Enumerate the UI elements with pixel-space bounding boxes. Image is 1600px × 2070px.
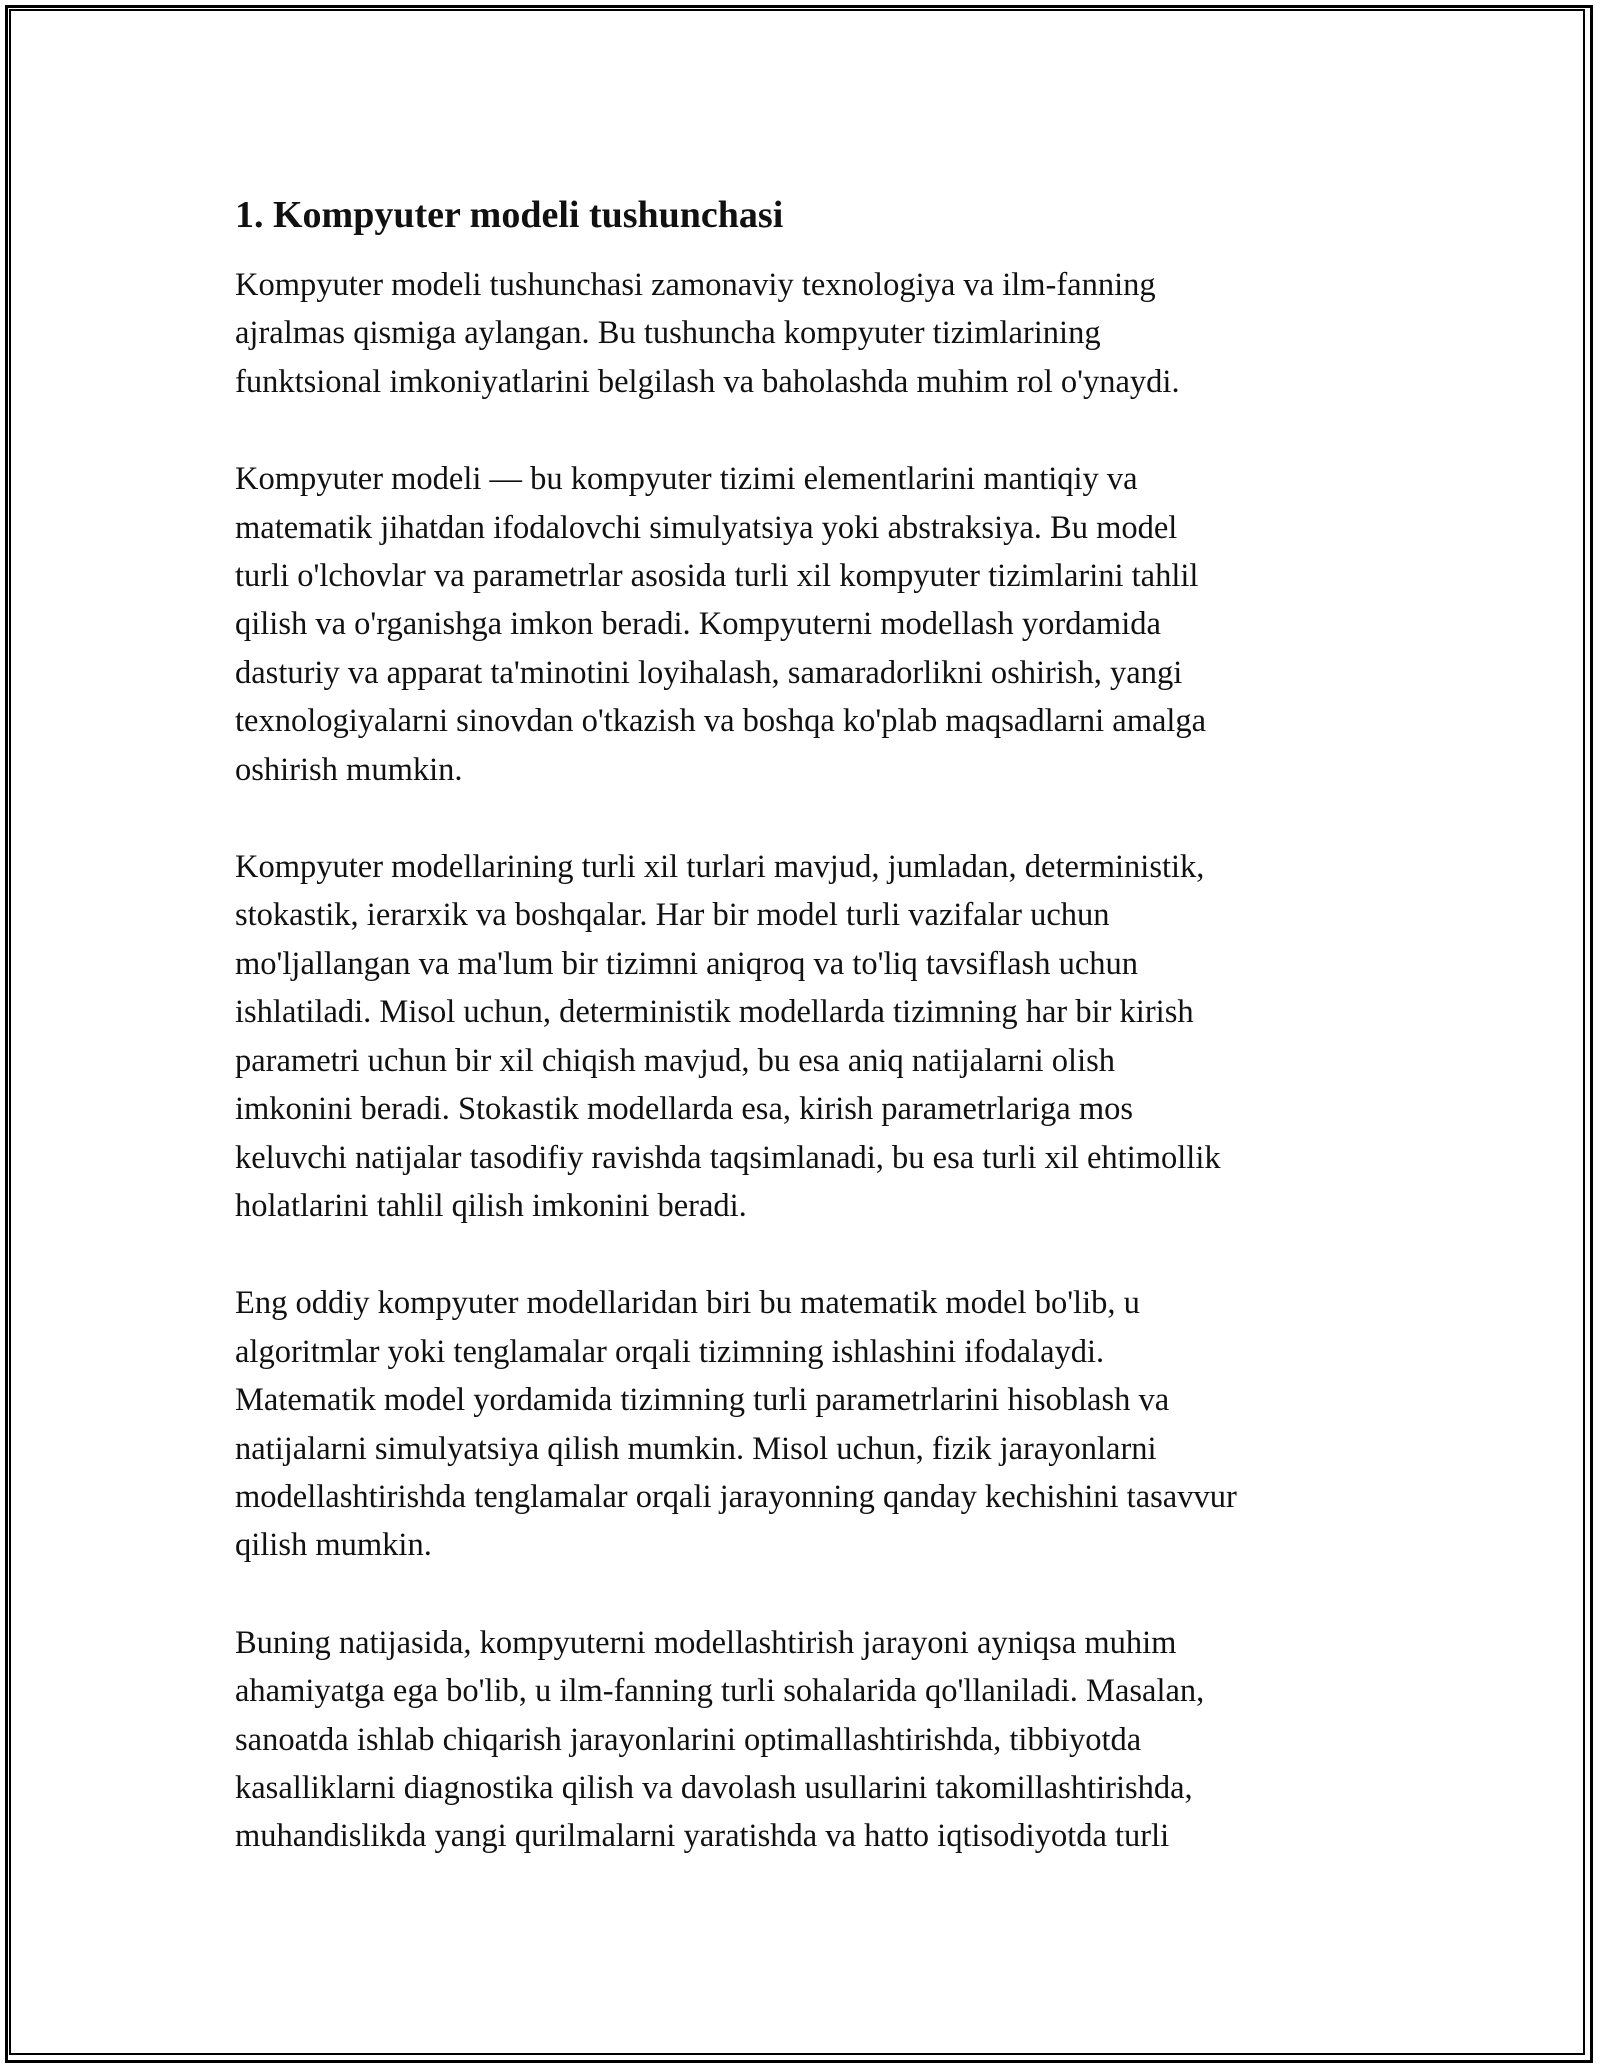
paragraph-line: matematik jihatdan ifodalovchi simulyatsiya yoki abstraksiya. Bu model — [235, 509, 1178, 546]
paragraph-line: sanoatda ishlab chiqarish jarayonlarini optimallashtirishda, tibbiyotda — [235, 1721, 1142, 1758]
paragraph-line: mo'ljallangan va ma'lum bir tizimni aniqroq va to'liq tavsiflash uchun — [235, 945, 1139, 982]
paragraph-line: stokastik, ierarxik va boshqalar. Har bir model turli vazifalar uchun — [235, 897, 1110, 934]
paragraph-line: Buning natijasida, kompyuterni modellashtirish jarayoni ayniqsa muhim — [235, 1624, 1177, 1661]
paragraph-line: natijalarni simulyatsiya qilish mumkin. Misol uchun, fizik jarayonlarni — [235, 1430, 1157, 1467]
paragraph-line: Kompyuter modeli — bu kompyuter tizimi elementlarini mantiqiy va — [235, 461, 1138, 498]
paragraph-line: imkonini beradi. Stokastik modellarda esa, kirish parametrlariga mos — [235, 1091, 1134, 1128]
paragraph-line: dasturiy va apparat ta'minotini loyihalash, samaradorlikni oshirish, yangi — [235, 654, 1183, 691]
paragraph-line: Kompyuter modeli tushunchasi zamonaviy texnologiya va ilm-fanning — [235, 267, 1156, 303]
paragraph-line: modellashtirishda tenglamalar orqali jarayonning qanday kechishini tasavvur — [235, 1478, 1237, 1515]
paragraph-line: parametri uchun bir xil chiqish mavjud, bu esa aniq natijalarni olish — [235, 1042, 1115, 1079]
paragraph-line: Matematik model yordamida tizimning turli parametrlarini hisoblash va — [235, 1382, 1170, 1419]
paragraph-line: Kompyuter modellarining turli xil turlari mavjud, jumladan, deterministik, — [235, 849, 1205, 886]
section-heading: 1. Kompyuter modeli tushunchasi — [235, 194, 784, 236]
paragraph-line: oshirish mumkin. — [235, 751, 463, 788]
body-paragraph — [235, 1279, 1395, 1569]
paragraph-line: muhandislikda yangi qurilmalarni yaratishda va hatto iqtisodiyotda turli — [235, 1818, 1170, 1855]
body-paragraph — [235, 455, 1395, 794]
paragraph-line: Eng oddiy kompyuter modellaridan biri bu matematik model bo'lib, u — [235, 1285, 1140, 1322]
document-body — [235, 185, 1395, 1910]
body-paragraph — [235, 261, 1395, 406]
body-paragraph — [235, 843, 1395, 1230]
paragraph-line: funktsional imkoniyatlarini belgilash va baholashda muhim rol o'ynaydi. — [235, 363, 1180, 400]
paragraph-line: ahamiyatga ega bo'lib, u ilm-fanning turli sohalarida qo'llaniladi. Masalan, — [235, 1673, 1205, 1710]
body-paragraph — [235, 1619, 1395, 1861]
paragraph-line: ishlatiladi. Misol uchun, deterministik modellarda tizimning har bir kirish — [235, 994, 1194, 1031]
paragraph-list — [235, 261, 1395, 1861]
paragraph-line: qilish va o'rganishga imkon beradi. Kompyuterni modellash yordamida — [235, 606, 1161, 643]
paragraph-line: algoritmlar yoki tenglamalar orqali tizimning ishlashini ifodalaydi. — [235, 1333, 1105, 1370]
paragraph-line: keluvchi natijalar tasodifiy ravishda taqsimlanadi, bu esa turli xil ehtimollik — [235, 1139, 1221, 1176]
paragraph-line: ajralmas qismiga aylangan. Bu tushuncha kompyuter tizimlarining — [235, 315, 1101, 352]
paragraph-line: turli o'lchovlar va parametrlar asosida turli xil kompyuter tizimlarini tahlil — [235, 558, 1199, 595]
paragraph-line: kasalliklarni diagnostika qilish va davolash usullarini takomillashtirishda, — [235, 1769, 1193, 1806]
paragraph-line: holatlarini tahlil qilish imkonini beradi. — [235, 1187, 747, 1224]
paragraph-line: qilish mumkin. — [235, 1527, 432, 1564]
paragraph-line: texnologiyalarni sinovdan o'tkazish va boshqa ko'plab maqsadlarni amalga — [235, 703, 1207, 740]
